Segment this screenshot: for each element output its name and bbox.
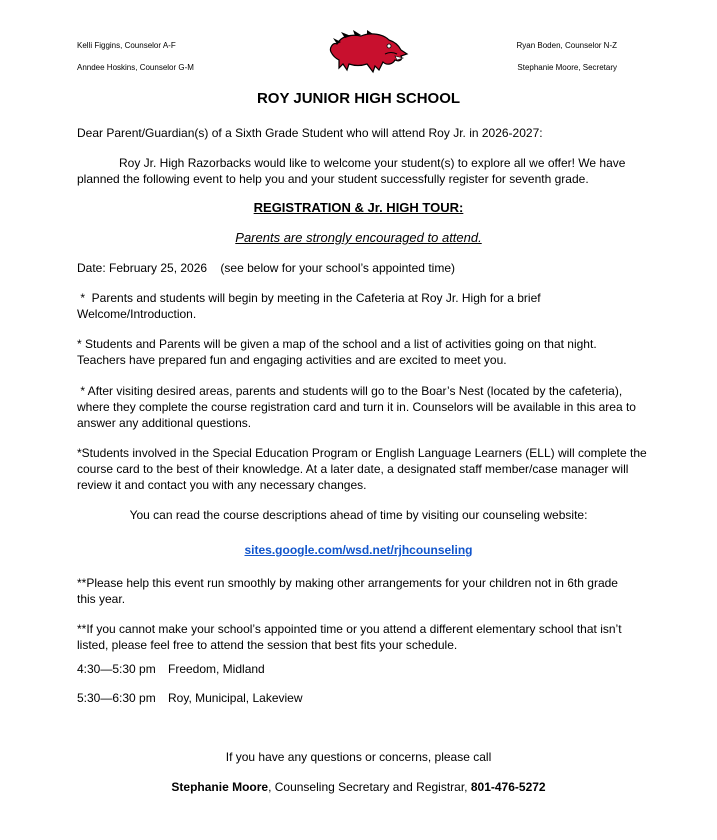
page-title: ROY JUNIOR HIGH SCHOOL: [256, 90, 461, 107]
counselor-nz: Ryan Boden, Counselor N-Z: [516, 41, 617, 50]
schedule-time: 4:30—5:30 pm: [77, 662, 156, 676]
secretary: Stephanie Moore, Secretary: [517, 63, 617, 72]
paragraph-welcome: * Parents and students will begin by meeting in the Cafeteria at Roy Jr. High for a brief Welcome/Introduction.: [77, 291, 544, 321]
paragraph-boars-nest: * After visiting desired areas, parents and students will go to the Boar’s Nest (located by the cafeteria), where they complete the course registration card and turn it in. Counselors will be available in this area to answer any additional questions.: [77, 384, 640, 430]
event-date: Date: February 25, 2026 (see below for your school’s appointed time): [77, 261, 455, 275]
schedule-row: [77, 661, 647, 677]
schedule-schools: Roy, Municipal, Lakeview: [168, 691, 303, 705]
counselor-gm: Anndee Hoskins, Counselor G-M: [77, 63, 194, 72]
counseling-website-link[interactable]: sites.google.com/wsd.net/rjhcounseling: [244, 543, 473, 557]
schedule-schools: Freedom, Midland: [168, 662, 265, 676]
contact-role: , Counseling Secretary and Registrar,: [268, 780, 471, 794]
contact-phone[interactable]: 801-476-5272: [470, 780, 546, 794]
schedule-row: [77, 690, 647, 706]
note-siblings: **Please help this event run smoothly by making other arrangements for your children not in 6th grade this year.: [77, 576, 618, 606]
counselor-af: Kelli Figgins, Counselor A-F: [77, 41, 176, 50]
paragraph-special-ed: *Students involved in the Special Education Program or English Language Learners (ELL) will complete the course card to the best of their knowledge. At a later date, a designated staff member/case manager will review it and contact you with any necessary changes.: [77, 446, 647, 492]
paragraph-map: * Students and Parents will be given a map of the school and a list of activities going on that night. Teachers have prepared fun and engaging activities and are excited to meet you.: [77, 337, 597, 367]
intro-paragraph: [77, 155, 637, 187]
schedule-time: 5:30—6:30 pm: [77, 691, 156, 705]
intro-text: Roy Jr. High Razorbacks would like to welcome your student(s) to explore all we offer! We have planned the following event to help you and your student successfully register for seventh grade.: [77, 156, 626, 186]
contact-name: Stephanie Moore: [171, 780, 269, 794]
event-subheading: Parents are strongly encouraged to attend.: [235, 230, 482, 245]
website-intro: You can read the course descriptions ahead of time by visiting our counseling website:: [129, 508, 588, 522]
event-heading: REGISTRATION & Jr. HIGH TOUR:: [253, 200, 464, 215]
note-other-schools: **If you cannot make your school’s appointed time or you attend a different elementary school that isn’t listed, please feel free to attend the session that best fits your schedule.: [77, 622, 622, 652]
salutation: Dear Parent/Guardian(s) of a Sixth Grade Student who will attend Roy Jr. in 2026-2027:: [77, 126, 543, 140]
contact-line: [0, 779, 717, 795]
contact-intro: If you have any questions or concerns, please call: [225, 750, 492, 764]
razorback-logo-icon: [327, 30, 409, 76]
